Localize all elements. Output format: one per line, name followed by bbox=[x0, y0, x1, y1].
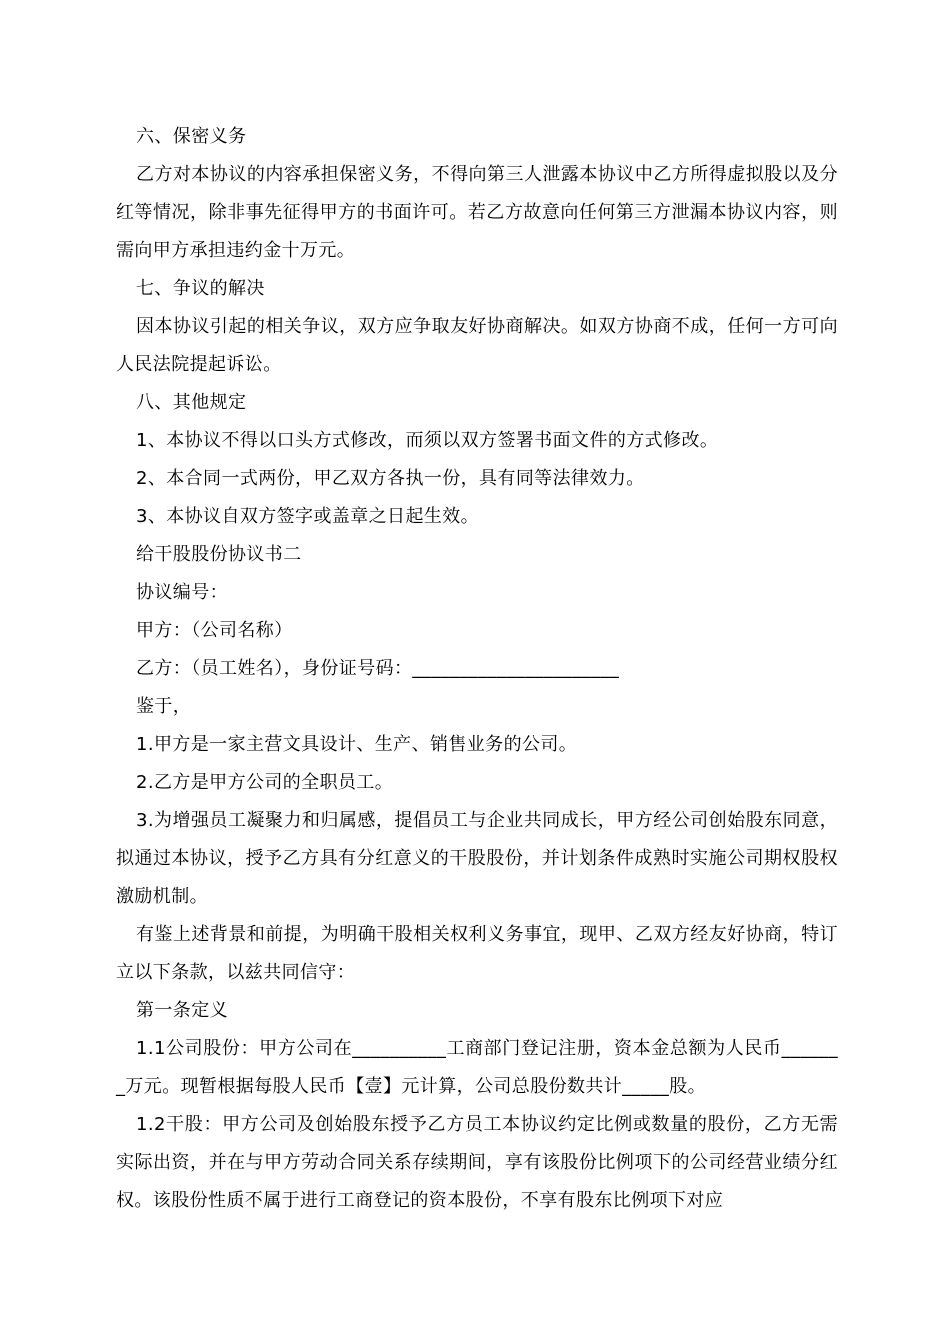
paragraph-dispute: 因本协议引起的相关争议，双方应争取友好协商解决。如双方协商不成，任何一方可向人民法院提起诉讼。 bbox=[116, 316, 838, 375]
whereas-line: 鉴于， bbox=[136, 696, 192, 717]
article-1-heading: 第一条定义 bbox=[136, 1000, 228, 1021]
whereas-item-1: 1.甲方是一家主营文具设计、生产、销售业务的公司。 bbox=[136, 734, 578, 755]
document-title-2: 给干股股份协议书二 bbox=[136, 544, 302, 565]
section-heading-confidentiality: 六、保密义务 bbox=[136, 126, 247, 147]
whereas-item-3: 3.为增强员工凝聚力和归属感，提倡员工与企业共同成长，甲方经公司创始股东同意，拟通过本协议，授予乙方具有分红意义的干股股份，并计划条件成熟时实施公司期权股权激励机制。 bbox=[116, 810, 838, 907]
section-heading-dispute: 七、争议的解决 bbox=[136, 278, 265, 299]
list-item-other-3: 3、本协议自双方签字或盖章之日起生效。 bbox=[136, 506, 480, 527]
list-item-other-1: 1、本协议不得以口头方式修改，而须以双方签署书面文件的方式修改。 bbox=[136, 430, 719, 451]
party-a-line: 甲方：（公司名称） bbox=[136, 620, 293, 641]
clause-1-2: 1.2干股：甲方公司及创始股东授予乙方员工本协议约定比例或数量的股份，乙方无需实际出资，并在与甲方劳动合同关系存续期间，享有该股份比例项下的公司经营业绩分红权。该股份性质不属于进行工商登记的资本股份，不享有股东比例项下对应 bbox=[116, 1114, 838, 1211]
whereas-item-2: 2.乙方是甲方公司的全职员工。 bbox=[136, 772, 394, 793]
party-b-line: 乙方：（员工姓名），身份证号码：______________________ bbox=[136, 658, 620, 679]
list-item-other-2: 2、本合同一式两份，甲乙双方各执一份，具有同等法律效力。 bbox=[136, 468, 645, 489]
section-heading-other: 八、其他规定 bbox=[136, 392, 247, 413]
document-body bbox=[116, 118, 838, 1220]
clause-1-1: 1.1公司股份：甲方公司在__________工商部门登记注册，资本金总额为人民币_______万元。现暂根据每股人民币【壹】元计算，公司总股份数共计_____股。 bbox=[116, 1038, 838, 1097]
preamble-paragraph: 有鉴上述背景和前提，为明确干股相关权利义务事宜，现甲、乙双方经友好协商，特订立以下条款，以兹共同信守： bbox=[116, 924, 838, 983]
agreement-number-line: 协议编号： bbox=[136, 582, 228, 603]
paragraph-confidentiality: 乙方对本协议的内容承担保密义务，不得向第三人泄露本协议中乙方所得虚拟股以及分红等情况，除非事先征得甲方的书面许可。若乙方故意向任何第三方泄漏本协议内容，则需向甲方承担违约金十万元。 bbox=[116, 164, 838, 261]
